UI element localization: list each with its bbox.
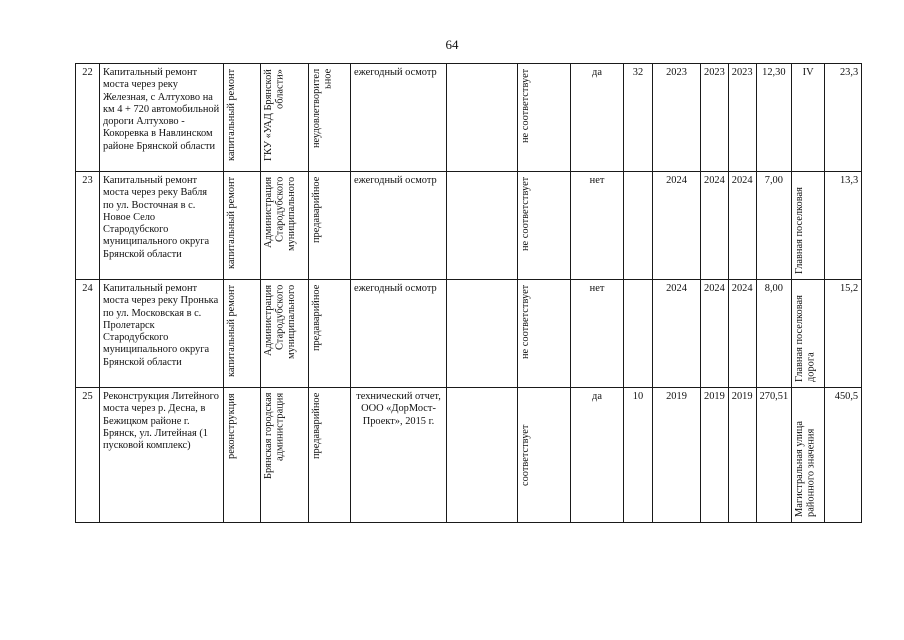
condition: предаварийное <box>311 393 322 460</box>
year-3: 2024 <box>728 172 756 280</box>
work-type-cell <box>224 64 261 172</box>
compliance: не соответствует <box>520 177 531 252</box>
year-3: 2023 <box>728 64 756 172</box>
object-name: Капитальный ремонт моста через реку Железная, с Алтухово на км 4 + 720 автомобильной дороги Алтухово - Кокоревка в Навлинском районе Брянской области <box>100 64 224 172</box>
count <box>624 280 653 388</box>
row-number: 24 <box>76 280 100 388</box>
category-cell <box>792 280 825 388</box>
length: 12,30 <box>756 64 792 172</box>
table-row <box>76 388 862 523</box>
object-name: Реконструкция Литейного моста через р. Десна, в Бежицком районе г. Брянск, ул. Литейная (1 пусковой комплекс) <box>100 388 224 523</box>
flag: да <box>571 388 624 523</box>
object-name: Капитальный ремонт моста через реку Вабля по ул. Восточная в с. Новое Село Стародубского муниципального округа Брянской области <box>100 172 224 280</box>
category: Главная поселковая дорога <box>794 295 817 382</box>
work-type-cell <box>224 388 261 523</box>
owner: ГКУ «УАД Брянской области» <box>263 69 286 161</box>
year-2: 2024 <box>701 280 729 388</box>
work-type-cell <box>224 172 261 280</box>
table-row <box>76 172 862 280</box>
condition-cell <box>309 280 351 388</box>
row-number: 22 <box>76 64 100 172</box>
value: 23,3 <box>825 64 862 172</box>
inspection: ежегодный осмотр <box>351 64 447 172</box>
bridge-repair-table <box>75 63 862 523</box>
page-number: 64 <box>445 37 459 52</box>
count: 10 <box>624 388 653 523</box>
compliance: соответствует <box>520 424 531 486</box>
object-name: Капитальный ремонт моста через реку Пронька по ул. Московская в с. Пролетарск Стародубского муниципального округа Брянской области <box>100 280 224 388</box>
value: 13,3 <box>825 172 862 280</box>
year-1: 2024 <box>653 172 701 280</box>
length: 270,51 <box>756 388 792 523</box>
category: Магистральная улица районного значения <box>794 421 817 517</box>
row-number: 23 <box>76 172 100 280</box>
flag: нет <box>571 172 624 280</box>
blank-cell <box>447 388 518 523</box>
flag: да <box>571 64 624 172</box>
count: 32 <box>624 64 653 172</box>
owner-cell <box>261 388 309 523</box>
work-type: капитальный ремонт <box>226 177 237 270</box>
value: 450,5 <box>825 388 862 523</box>
category: IV <box>792 64 825 172</box>
work-type: реконструкция <box>226 393 237 459</box>
compliance: не соответствует <box>520 69 531 144</box>
compliance-cell <box>518 64 571 172</box>
blank-cell <box>447 64 518 172</box>
length: 8,00 <box>756 280 792 388</box>
work-type: капитальный ремонт <box>226 285 237 378</box>
work-type-cell <box>224 280 261 388</box>
length: 7,00 <box>756 172 792 280</box>
compliance-cell <box>518 280 571 388</box>
year-3: 2024 <box>728 280 756 388</box>
compliance: не соответствует <box>520 285 531 360</box>
year-1: 2019 <box>653 388 701 523</box>
owner-cell <box>261 172 309 280</box>
owner-cell <box>261 64 309 172</box>
year-2: 2019 <box>701 388 729 523</box>
row-number: 25 <box>76 388 100 523</box>
inspection: ежегодный осмотр <box>351 280 447 388</box>
inspection: технический отчет, ООО «ДорМост-Проект», 2015 г. <box>351 388 447 523</box>
category-cell <box>792 388 825 523</box>
condition: предаварийное <box>311 285 322 352</box>
year-1: 2023 <box>653 64 701 172</box>
table-row <box>76 280 862 388</box>
work-type: капитальный ремонт <box>226 69 237 162</box>
category-cell <box>792 172 825 280</box>
value: 15,2 <box>825 280 862 388</box>
condition-cell <box>309 64 351 172</box>
condition: неудовлетворител ьное <box>311 69 334 149</box>
inspection: ежегодный осмотр <box>351 172 447 280</box>
compliance-cell <box>518 388 571 523</box>
year-2: 2023 <box>701 64 729 172</box>
count <box>624 172 653 280</box>
owner: Брянская городская администрация <box>263 393 286 480</box>
compliance-cell <box>518 172 571 280</box>
year-1: 2024 <box>653 280 701 388</box>
year-3: 2019 <box>728 388 756 523</box>
owner: Администрация Стародубского муниципального <box>263 177 297 252</box>
category: Главная поселковая <box>794 187 806 274</box>
condition: предаварийное <box>311 177 322 244</box>
condition-cell <box>309 172 351 280</box>
blank-cell <box>447 280 518 388</box>
flag: нет <box>571 280 624 388</box>
blank-cell <box>447 172 518 280</box>
condition-cell <box>309 388 351 523</box>
owner-cell <box>261 280 309 388</box>
owner: Администрация Стародубского муниципального <box>263 285 297 360</box>
table-row <box>76 64 862 172</box>
year-2: 2024 <box>701 172 729 280</box>
